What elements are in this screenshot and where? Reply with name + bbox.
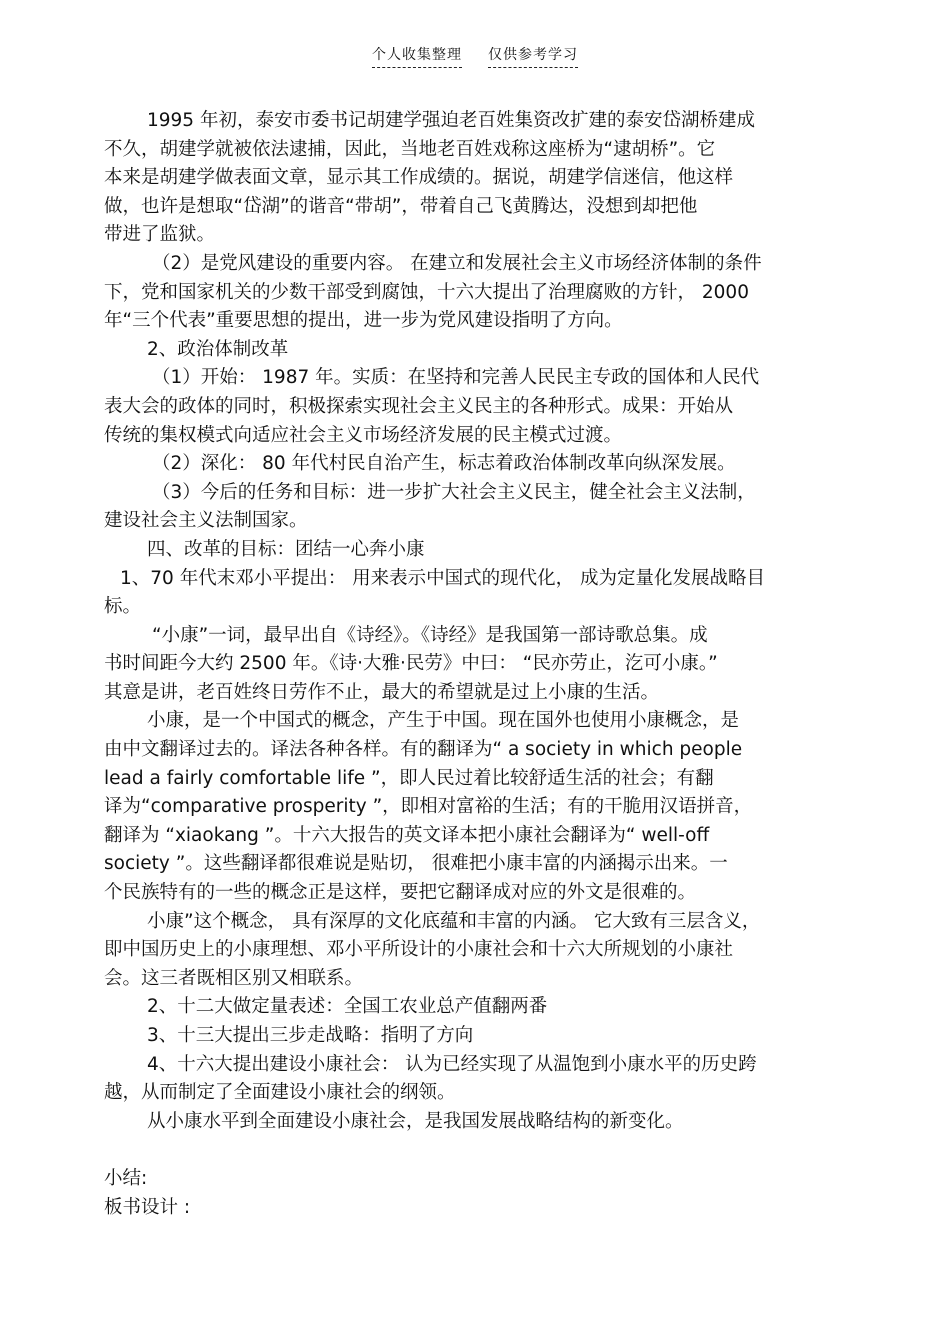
text-line: 年“三个代表”重要思想的提出，进一步为党风建设指明了方向。 bbox=[104, 310, 623, 332]
text-line: “小康”一词，最早出自《诗经》。《诗经》是我国第一部诗歌总集。成 bbox=[152, 624, 708, 646]
text-line: 下，党和国家机关的少数干部受到腐蚀，十六大提出了治理腐败的方针， 2000 bbox=[104, 281, 749, 303]
header-gap bbox=[462, 56, 488, 59]
text-line: 本来是胡建学做表面文章，显示其工作成绩的。据说，胡建学信迷信，他这样 bbox=[104, 167, 734, 189]
text-line: 翻译为 “xiaokang ”。十六大报告的英文译本把小康社会翻译为“ well-off bbox=[104, 824, 710, 846]
text-line: 3、十三大提出三步走战略：指明了方向 bbox=[147, 1025, 474, 1046]
text-line: 由中文翻译过去的。译法各种各样。有的翻译为“ a society in which people bbox=[104, 739, 743, 761]
text-line: 带进了监狱。 bbox=[104, 224, 216, 246]
text-line: （2）深化： 80 年代村民自治产生，标志着政治体制改革向纵深发展。 bbox=[152, 453, 736, 475]
text-line: 2、政治体制改革 bbox=[147, 338, 289, 360]
text-line: （2）是党风建设的重要内容。 在建立和发展社会主义市场经济体制的条件 bbox=[152, 252, 762, 274]
text-line: 小康，是一个中国式的概念，产生于中国。现在国外也使用小康概念，是 bbox=[147, 710, 740, 732]
header-right-text: 仅供参考学习 bbox=[488, 44, 578, 68]
text-line: 不久，胡建学就被依法逮捕，因此，当地老百姓戏称这座桥为“逮胡桥”。它 bbox=[104, 138, 716, 160]
text-line: 四、改革的目标：团结一心奔小康 bbox=[147, 538, 425, 560]
text-line: 1995 年初，泰安市委书记胡建学强迫老百姓集资改扩建的泰安岱湖桥建成 bbox=[147, 110, 755, 131]
text-line: 2、十二大做定量表述：全国工农业总产值翻两番 bbox=[147, 996, 548, 1018]
text-line: （3）今后的任务和目标：进一步扩大社会主义民主，健全社会主义法制， bbox=[152, 481, 756, 503]
document-body bbox=[104, 107, 854, 1222]
text-line: 译为“comparative prosperity ”，即相对富裕的生活；有的干脆用汉语拼音， bbox=[104, 796, 753, 818]
text-line: society ”。这些翻译都很难说是贴切， 很难把小康丰富的内涵揭示出来。一 bbox=[104, 853, 728, 875]
text-line: 表大会的政体的同时，积极探索实现社会主义民主的各种形式。成果：开始从 bbox=[104, 395, 734, 417]
text-line: 板书设计 : bbox=[104, 1196, 191, 1218]
text-line: lead a fairly comfortable life ”，即人民过着比较舒适生活的社会；有翻 bbox=[104, 767, 714, 789]
text-line: 会。这三者既相区别又相联系。 bbox=[104, 967, 364, 989]
text-line: 其意是讲，老百姓终日劳作不止，最大的希望就是过上小康的生活。 bbox=[104, 681, 660, 703]
text-line: 小结: bbox=[104, 1167, 148, 1189]
text-line: 越，从而制定了全面建设小康社会的纲领。 bbox=[104, 1082, 456, 1104]
text-line: 标。 bbox=[104, 596, 142, 618]
text-line: 做，也许是想取“岱湖”的谐音“带胡”，带着自己飞黄腾达，没想到却把他 bbox=[104, 195, 698, 217]
text-line: 小康”这个概念， 具有深厚的文化底蕴和丰富的内涵。 它大致有三层含义， bbox=[147, 910, 761, 932]
text-line: 书时间距今大约 2500 年。《诗·大雅·民劳》中曰： “民亦劳止，汔可小康。” bbox=[104, 653, 718, 675]
text-line: （1）开始： 1987 年。实质：在坚持和完善人民民主专政的国体和人民代 bbox=[152, 367, 760, 389]
page-header bbox=[0, 44, 950, 68]
text-line: 个民族特有的一些的概念正是这样，要把它翻译成对应的外文是很难的。 bbox=[104, 882, 697, 904]
header-left-text: 个人收集整理 bbox=[372, 44, 462, 68]
text-line: 即中国历史上的小康理想、邓小平所设计的小康社会和十六大所规划的小康社 bbox=[104, 939, 734, 961]
text-line: 从小康水平到全面建设小康社会，是我国发展战略结构的新变化。 bbox=[147, 1110, 684, 1132]
text-line: 4、十六大提出建设小康社会： 认为已经实现了从温饱到小康水平的历史跨 bbox=[147, 1053, 757, 1075]
text-line: 建设社会主义法制国家。 bbox=[104, 510, 308, 532]
text-line: 1、70 年代末邓小平提出： 用来表示中国式的现代化， 成为定量化发展战略目 bbox=[120, 567, 765, 589]
blank-line bbox=[104, 1136, 854, 1165]
text-line: 传统的集权模式向适应社会主义市场经济发展的民主模式过渡。 bbox=[104, 424, 623, 446]
